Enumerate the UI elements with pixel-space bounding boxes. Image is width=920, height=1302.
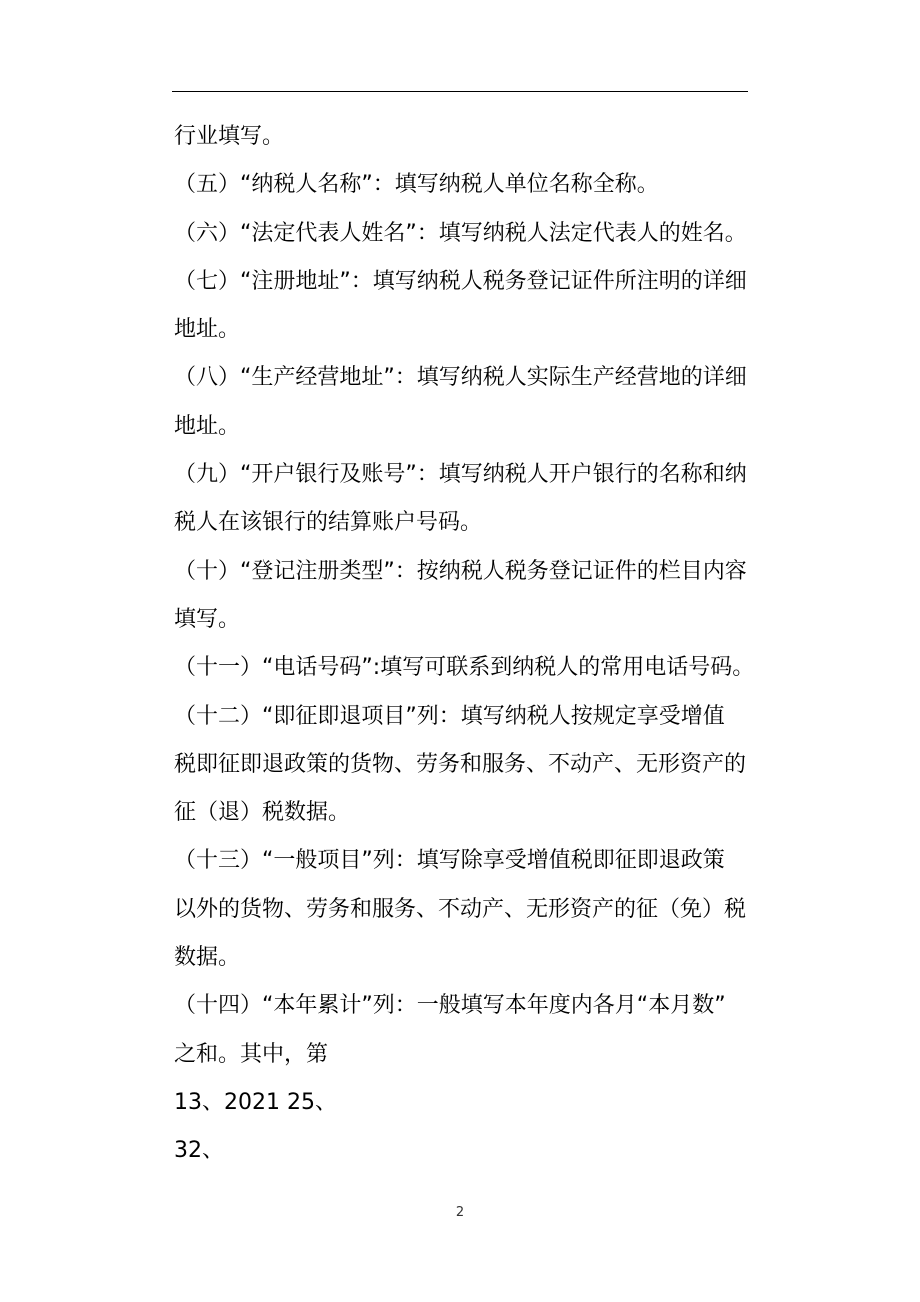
text-line: （十一）“电话号码”:填写可联系到纳税人的常用电话号码。 (174, 655, 755, 681)
text-line: 税人在该银行的结算账户号码。 (174, 510, 483, 536)
text-line: （七）“注册地址”：填写纳税人税务登记证件所注明的详细 (174, 268, 747, 294)
text-line: 地址。 (174, 317, 241, 343)
text-line: （六）“法定代表人姓名”：填写纳税人法定代表人的姓名。 (174, 220, 747, 246)
text-line: （九）“开户银行及账号”：填写纳税人开户银行的名称和纳 (174, 462, 747, 488)
text-line: （十）“登记注册类型”：按纳税人税务登记证件的栏目内容 (174, 558, 747, 584)
text-line: （八）“生产经营地址”：填写纳税人实际生产经营地的详细 (174, 365, 747, 391)
text-line: 行业填写。 (174, 124, 285, 149)
text-line: 以外的货物、劳务和服务、不动产、无形资产的征（免）税 (174, 896, 747, 922)
text-line: 13、2021 25、 (174, 1089, 337, 1115)
text-line: 之和。其中，第 (174, 1041, 329, 1067)
text-line: 32、 (174, 1138, 224, 1164)
header-divider (172, 91, 748, 92)
document-body (174, 116, 754, 1179)
text-line: 地址。 (174, 413, 241, 439)
text-line: （十四）“本年累计”列：一般填写本年度内各月“本月数” (174, 993, 726, 1019)
text-line: 数据。 (174, 945, 241, 971)
text-line: 征（退）税数据。 (174, 800, 351, 826)
text-line: 填写。 (174, 606, 241, 632)
text-line: （五）“纳税人名称”：填写纳税人单位名称全称。 (174, 172, 659, 198)
page-number: 2 (455, 1205, 465, 1220)
text-line: 税即征即退政策的货物、劳务和服务、不动产、无形资产的 (174, 751, 747, 777)
text-line: （十三）“一般项目”列：填写除享受增值税即征即退政策 (174, 848, 725, 874)
text-line: （十二）“即征即退项目”列：填写纳税人按规定享受增值 (174, 703, 725, 729)
